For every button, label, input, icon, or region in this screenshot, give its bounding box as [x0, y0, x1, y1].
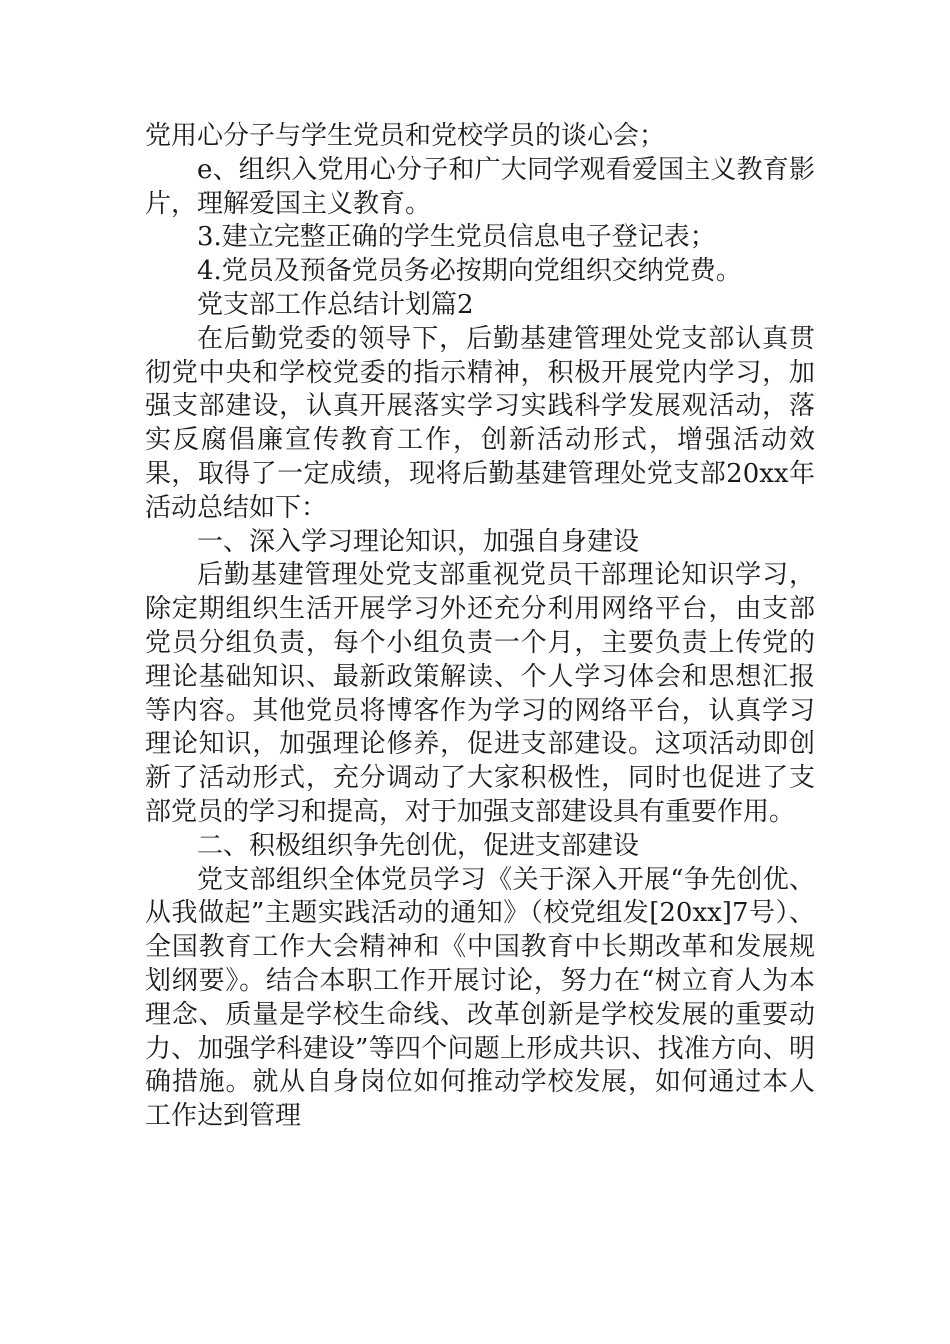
- paragraph-item-e: e、组织入党用心分子和广大同学观看爱国主义教育影片，理解爱国主义教育。: [145, 154, 815, 219]
- paragraph-organize: 党支部组织全体党员学习《关于深入开展“争先创优、从我做起”主题实践活动的通知》（校党组发[20xx]7号）、全国教育工作大会精神和《中国教育中长期改革和发展规划纲要》。结合本职工作开展讨论，努力在“树立育人为本理念、质量是学校生命线、改革创新是学校发展的重要动力、加强学科建设”等四个问题上形成共识、找准方向、明确措施。就从自身岗位如何推动学校发展，如何通过本人工作达到管理: [145, 864, 815, 1132]
- paragraph-item-4: 4.党员及预备党员务必按期向党组织交纳党费。: [197, 256, 742, 287]
- section-title: 党支部工作总结计划篇2: [197, 289, 474, 320]
- document-body: [145, 120, 815, 1134]
- heading-two: 二、积极组织争先创优，促进支部建设: [197, 830, 640, 861]
- paragraph-intro: 在后勤党委的领导下，后勤基建管理处党支部认真贯彻党中央和学校党委的指示精神，积极开展党内学习，加强支部建设，认真开展落实学习实践科学发展观活动，落实反腐倡廉宣传教育工作，创新活动形式，增强活动效果，取得了一定成绩，现将后勤基建管理处党支部20xx年活动总结如下：: [145, 323, 815, 523]
- heading-one: 一、深入学习理论知识，加强自身建设: [197, 526, 640, 557]
- paragraph-continuation: 党用心分子与学生党员和党校学员的谈心会；: [145, 121, 666, 151]
- paragraph-item-3: 3.建立完整正确的学生党员信息电子登记表；: [197, 222, 716, 253]
- paragraph-study: 后勤基建管理处党支部重视党员干部理论知识学习，除定期组织生活开展学习外还充分利用网络平台，由支部党员分组负责，每个小组负责一个月，主要负责上传党的理论基础知识、最新政策解读、个人学习体会和思想汇报等内容。其他党员将博客作为学习的网络平台，认真学习理论知识，加强理论修养，促进支部建设。这项活动即创新了活动形式，充分调动了大家积极性，同时也促进了支部党员的学习和提高，对于加强支部建设具有重要作用。: [145, 560, 815, 827]
